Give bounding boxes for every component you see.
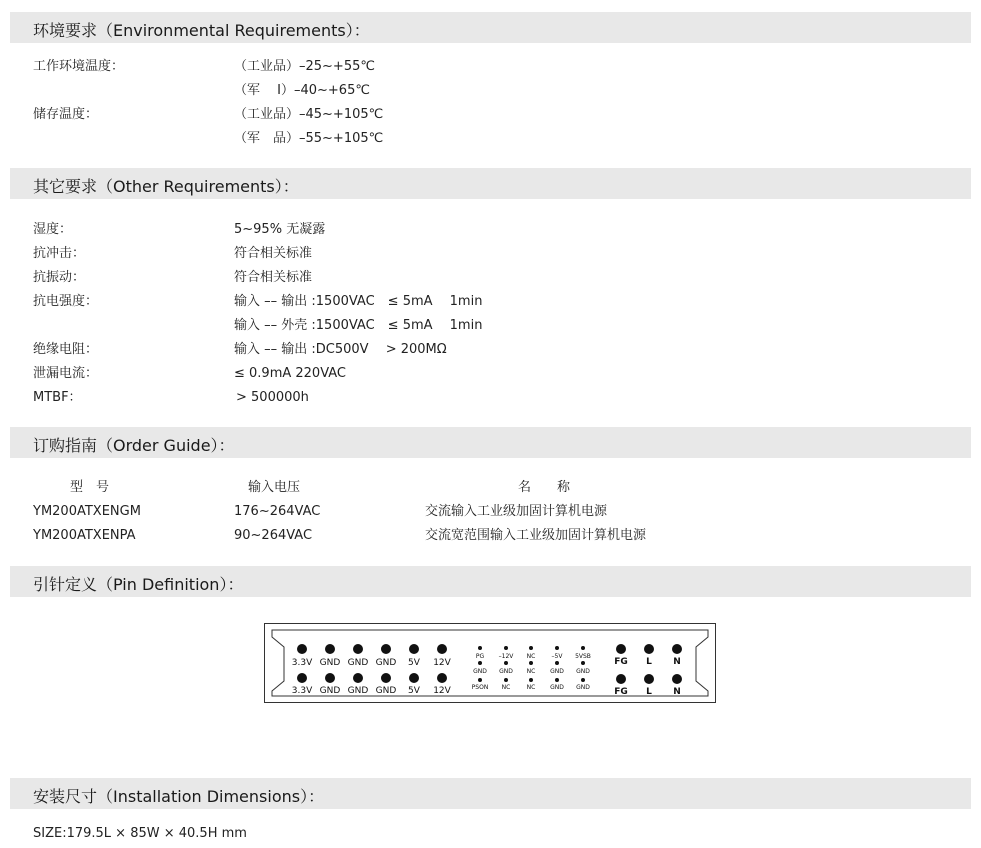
env-label-operating-temp: 工作环境温度： <box>33 59 125 74</box>
ac-label-bottom-1: FG <box>614 687 628 697</box>
signal-pin-mid-3 <box>529 661 533 665</box>
pin-top-2 <box>325 644 335 654</box>
pin-top-4 <box>381 644 391 654</box>
order-row-2-name: 交流宽范围输入工业级加固计算机电源 <box>425 528 647 543</box>
ac-label-bottom-3: N <box>673 687 681 697</box>
ac-pin-bottom-2 <box>644 674 654 684</box>
signal-label-mid-4: GND <box>550 668 564 675</box>
signal-pin-top-2 <box>504 646 508 650</box>
signal-pin-top-3 <box>529 646 533 650</box>
order-section-title: 订购指南（Order Guide）： <box>33 436 235 455</box>
signal-pin-mid-2 <box>504 661 508 665</box>
other-label-leakage: 泄漏电流： <box>33 366 99 381</box>
pin-label-bottom-2: GND <box>319 686 341 696</box>
signal-pin-bottom-2 <box>504 678 508 682</box>
other-value-humidity: 5~95% 无凝露 <box>234 222 326 237</box>
install-section-title: 安装尺寸（Installation Dimensions）： <box>33 787 325 806</box>
signal-pin-mid-1 <box>478 661 482 665</box>
pin-label-top-5: 5V <box>408 658 420 668</box>
ac-pin-bottom-3 <box>672 674 682 684</box>
order-row-2-voltage: 90~264VAC <box>234 528 313 543</box>
ac-label-top-3: N <box>673 657 681 667</box>
other-value-vibration: 符合相关标准 <box>234 270 313 285</box>
signal-pin-bottom-1 <box>478 678 482 682</box>
pin-label-top-3: GND <box>347 658 369 668</box>
order-header-name: 名 称 <box>518 480 571 495</box>
env-value-storage-military: （军 品）–55~+105℃ <box>234 131 384 146</box>
signal-label-bottom-4: GND <box>550 684 564 691</box>
pin-label-top-6: 12V <box>433 658 451 668</box>
other-value-shock: 符合相关标准 <box>234 246 313 261</box>
signal-label-bottom-1: PSON <box>471 684 489 691</box>
order-row-2-model: YM200ATXENPA <box>33 528 136 543</box>
other-section-header <box>10 168 971 199</box>
order-header-model: 型 号 <box>70 480 110 495</box>
other-section-title: 其它要求（Other Requirements）： <box>33 177 299 196</box>
signal-pin-bottom-4 <box>555 678 559 682</box>
signal-pin-bottom-5 <box>581 678 585 682</box>
pin-label-bottom-5: 5V <box>408 686 420 696</box>
signal-pin-top-4 <box>555 646 559 650</box>
signal-label-bottom-2: NC <box>501 684 511 691</box>
pin-label-bottom-6: 12V <box>433 686 451 696</box>
signal-pin-mid-4 <box>555 661 559 665</box>
signal-label-bottom-3: NC <box>526 684 536 691</box>
ac-label-bottom-2: L <box>646 687 652 697</box>
env-section-header <box>10 12 971 43</box>
order-row-1-name: 交流输入工业级加固计算机电源 <box>425 504 608 519</box>
env-section-title: 环境要求（Environmental Requirements）： <box>33 21 370 40</box>
signal-label-top-4: –5V <box>551 653 563 660</box>
signal-label-top-3: NC <box>526 653 536 660</box>
env-value-storage-industrial: （工业品）–45~+105℃ <box>234 107 384 122</box>
pin-label-top-1: 3.3V <box>291 658 313 668</box>
pin-label-bottom-4: GND <box>375 686 397 696</box>
pin-bottom-4 <box>381 673 391 683</box>
ac-pin-bottom-1 <box>616 674 626 684</box>
env-value-operating-industrial: （工业品）–25~+55℃ <box>234 59 375 74</box>
env-value-operating-military: （军 Ⅰ）–40~+65℃ <box>234 83 370 98</box>
pin-label-bottom-3: GND <box>347 686 369 696</box>
pin-top-5 <box>409 644 419 654</box>
order-header-voltage: 输入电压 <box>248 480 301 495</box>
ac-pin-top-3 <box>672 644 682 654</box>
other-value-dielectric-case: 输入 –– 外壳 :1500VAC ≤ 5mA 1min <box>234 318 483 333</box>
env-label-storage-temp: 储存温度： <box>33 107 99 122</box>
install-size: SIZE:179.5L × 85W × 40.5H mm <box>33 826 247 841</box>
pin-bottom-6 <box>437 673 447 683</box>
other-value-dielectric-io: 输入 –– 输出 :1500VAC ≤ 5mA 1min <box>234 294 483 309</box>
other-label-shock: 抗冲击： <box>33 246 86 261</box>
pin-label-bottom-1: 3.3V <box>291 686 313 696</box>
order-row-1-model: YM200ATXENGM <box>33 504 141 519</box>
signal-label-mid-2: GND <box>499 668 513 675</box>
signal-label-mid-1: GND <box>473 668 487 675</box>
other-value-mtbf: > 500000h <box>236 390 309 405</box>
order-section-header <box>10 427 971 458</box>
other-label-mtbf: MTBF： <box>33 390 82 405</box>
signal-label-bottom-5: GND <box>576 684 590 691</box>
signal-pin-top-5 <box>581 646 585 650</box>
signal-pin-bottom-3 <box>529 678 533 682</box>
other-label-dielectric: 抗电强度： <box>33 294 99 309</box>
pin-top-6 <box>437 644 447 654</box>
pin-bottom-2 <box>325 673 335 683</box>
ac-label-top-1: FG <box>614 657 628 667</box>
connector-diagram <box>264 623 716 703</box>
pin-bottom-3 <box>353 673 363 683</box>
other-value-leakage: ≤ 0.9mA 220VAC <box>234 366 347 381</box>
other-label-vibration: 抗振动： <box>33 270 86 285</box>
order-row-1-voltage: 176~264VAC <box>234 504 321 519</box>
pin-label-top-4: GND <box>375 658 397 668</box>
signal-pin-mid-5 <box>581 661 585 665</box>
pins-section-header <box>10 566 971 597</box>
pin-label-top-2: GND <box>319 658 341 668</box>
install-section-header <box>10 778 971 809</box>
ac-pin-top-2 <box>644 644 654 654</box>
pin-top-3 <box>353 644 363 654</box>
other-label-humidity: 湿度： <box>33 222 73 237</box>
signal-label-mid-3: NC <box>526 668 536 675</box>
signal-pin-top-1 <box>478 646 482 650</box>
pins-section-title: 引针定义（Pin Definition）： <box>33 575 244 594</box>
signal-label-top-5: 5VSB <box>575 653 591 660</box>
pin-bottom-5 <box>409 673 419 683</box>
pin-bottom-1 <box>297 673 307 683</box>
signal-label-top-2: –12V <box>498 653 514 660</box>
other-label-insulation: 绝缘电阻： <box>33 342 99 357</box>
signal-label-mid-5: GND <box>576 668 590 675</box>
pin-top-1 <box>297 644 307 654</box>
ac-pin-top-1 <box>616 644 626 654</box>
other-value-insulation: 输入 –– 输出 :DC500V > 200MΩ <box>234 342 447 357</box>
ac-label-top-2: L <box>646 657 652 667</box>
signal-label-top-1: PG <box>475 653 485 660</box>
